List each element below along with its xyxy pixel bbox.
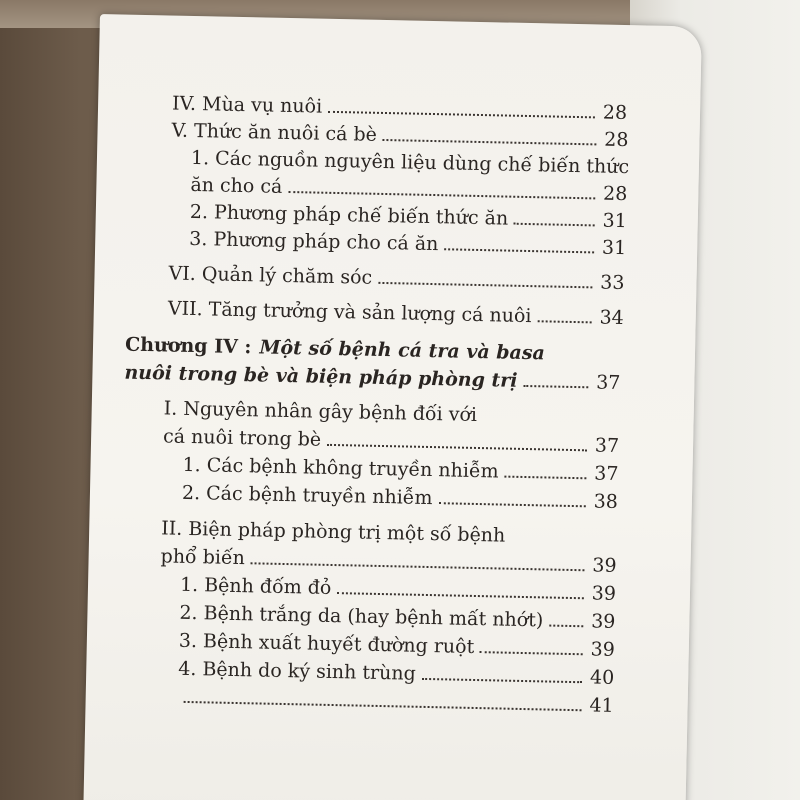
toc-page-number: 34	[599, 306, 624, 330]
toc-page-number: 38	[593, 490, 619, 513]
toc-page-number: 33	[600, 271, 625, 295]
toc-page-number: 39	[591, 582, 617, 605]
dot-leader	[514, 223, 595, 227]
toc-label: II. Biện pháp phòng trị một số bệnh	[161, 517, 506, 547]
toc-label: V. Thức ăn nuôi cá bè	[171, 119, 378, 146]
chapter-title: nuôi trong bè và biện pháp phòng trị	[124, 361, 518, 392]
dot-leader	[328, 111, 595, 119]
toc-entry	[178, 657, 614, 690]
toc-entry	[168, 261, 624, 295]
table-of-contents	[83, 14, 702, 800]
dot-leader	[288, 191, 595, 199]
dot-leader	[337, 592, 584, 599]
toc-page-number: 39	[590, 638, 616, 661]
book-page	[83, 14, 702, 800]
toc-page-number: 39	[592, 554, 617, 577]
toc-page-number: 37	[594, 462, 619, 485]
dot-leader	[549, 625, 583, 628]
toc-label: IV. Mùa vụ nuôi	[171, 92, 323, 118]
toc-label: I. Nguyên nhân gây bệnh đối với	[163, 397, 478, 426]
toc-page-number: 31	[601, 236, 627, 260]
dot-leader	[505, 476, 587, 480]
toc-label: 3. Bệnh xuất huyết đường ruột	[178, 629, 475, 658]
toc-page-number: 39	[590, 610, 616, 633]
toc-page-number: 28	[602, 182, 628, 206]
toc-page-number: 40	[589, 666, 615, 689]
chapter-heading-line1	[125, 333, 545, 366]
chapter-heading	[124, 361, 620, 395]
toc-entry	[182, 481, 618, 514]
toc-entry	[180, 573, 616, 606]
dot-leader	[184, 701, 582, 711]
toc-label: phổ biến	[160, 545, 246, 570]
toc-label: 1. Bệnh đốm đỏ	[179, 573, 332, 599]
toc-entry-line1	[161, 516, 506, 547]
dot-leader	[251, 562, 585, 571]
toc-label: VII. Tăng trưởng và sản lượng cá nuôi	[167, 297, 532, 328]
dot-leader	[444, 248, 594, 253]
toc-page-number: 31	[602, 209, 628, 233]
toc-entry	[189, 227, 626, 260]
toc-entry	[179, 601, 615, 634]
toc-label: cá nuôi trong bè	[162, 425, 322, 451]
toc-label: 1. Các nguồn nguyên liệu dùng chế biến thức	[190, 146, 630, 179]
dot-leader	[383, 139, 597, 145]
dot-leader	[378, 282, 592, 288]
toc-page-number: 28	[604, 128, 629, 152]
dot-leader	[422, 678, 582, 683]
toc-entry	[177, 685, 613, 718]
dot-leader	[537, 320, 591, 323]
toc-entry	[168, 296, 624, 330]
chapter-title: Một số bệnh cá tra và basa	[259, 336, 546, 365]
toc-entry-line1	[164, 396, 478, 427]
toc-label: 2. Phương pháp chế biến thức ăn	[189, 200, 509, 230]
toc-entry	[182, 453, 618, 486]
toc-entry	[179, 629, 615, 662]
dot-leader	[523, 385, 588, 388]
dot-leader	[327, 444, 587, 451]
toc-page-number: 37	[595, 371, 621, 394]
toc-label: 4. Bệnh do ký sinh trùng	[178, 657, 416, 685]
toc-label: VI. Quản lý chăm sóc	[168, 262, 373, 289]
dot-leader	[438, 502, 585, 507]
chapter-prefix: Chương IV :	[124, 333, 252, 359]
toc-label: 2. Các bệnh truyền nhiễm	[181, 481, 433, 510]
toc-label: ăn cho cá	[190, 173, 283, 198]
toc-page-number: 41	[589, 694, 614, 717]
toc-label: 2. Bệnh trắng da (hay bệnh mất nhớt)	[179, 601, 544, 632]
dot-leader	[480, 651, 583, 655]
toc-page-number: 28	[602, 101, 628, 125]
toc-page-number: 37	[594, 434, 620, 457]
toc-label: 3. Phương pháp cho cá ăn	[189, 227, 439, 256]
toc-label: 1. Các bệnh không truyền nhiễm	[182, 453, 499, 483]
